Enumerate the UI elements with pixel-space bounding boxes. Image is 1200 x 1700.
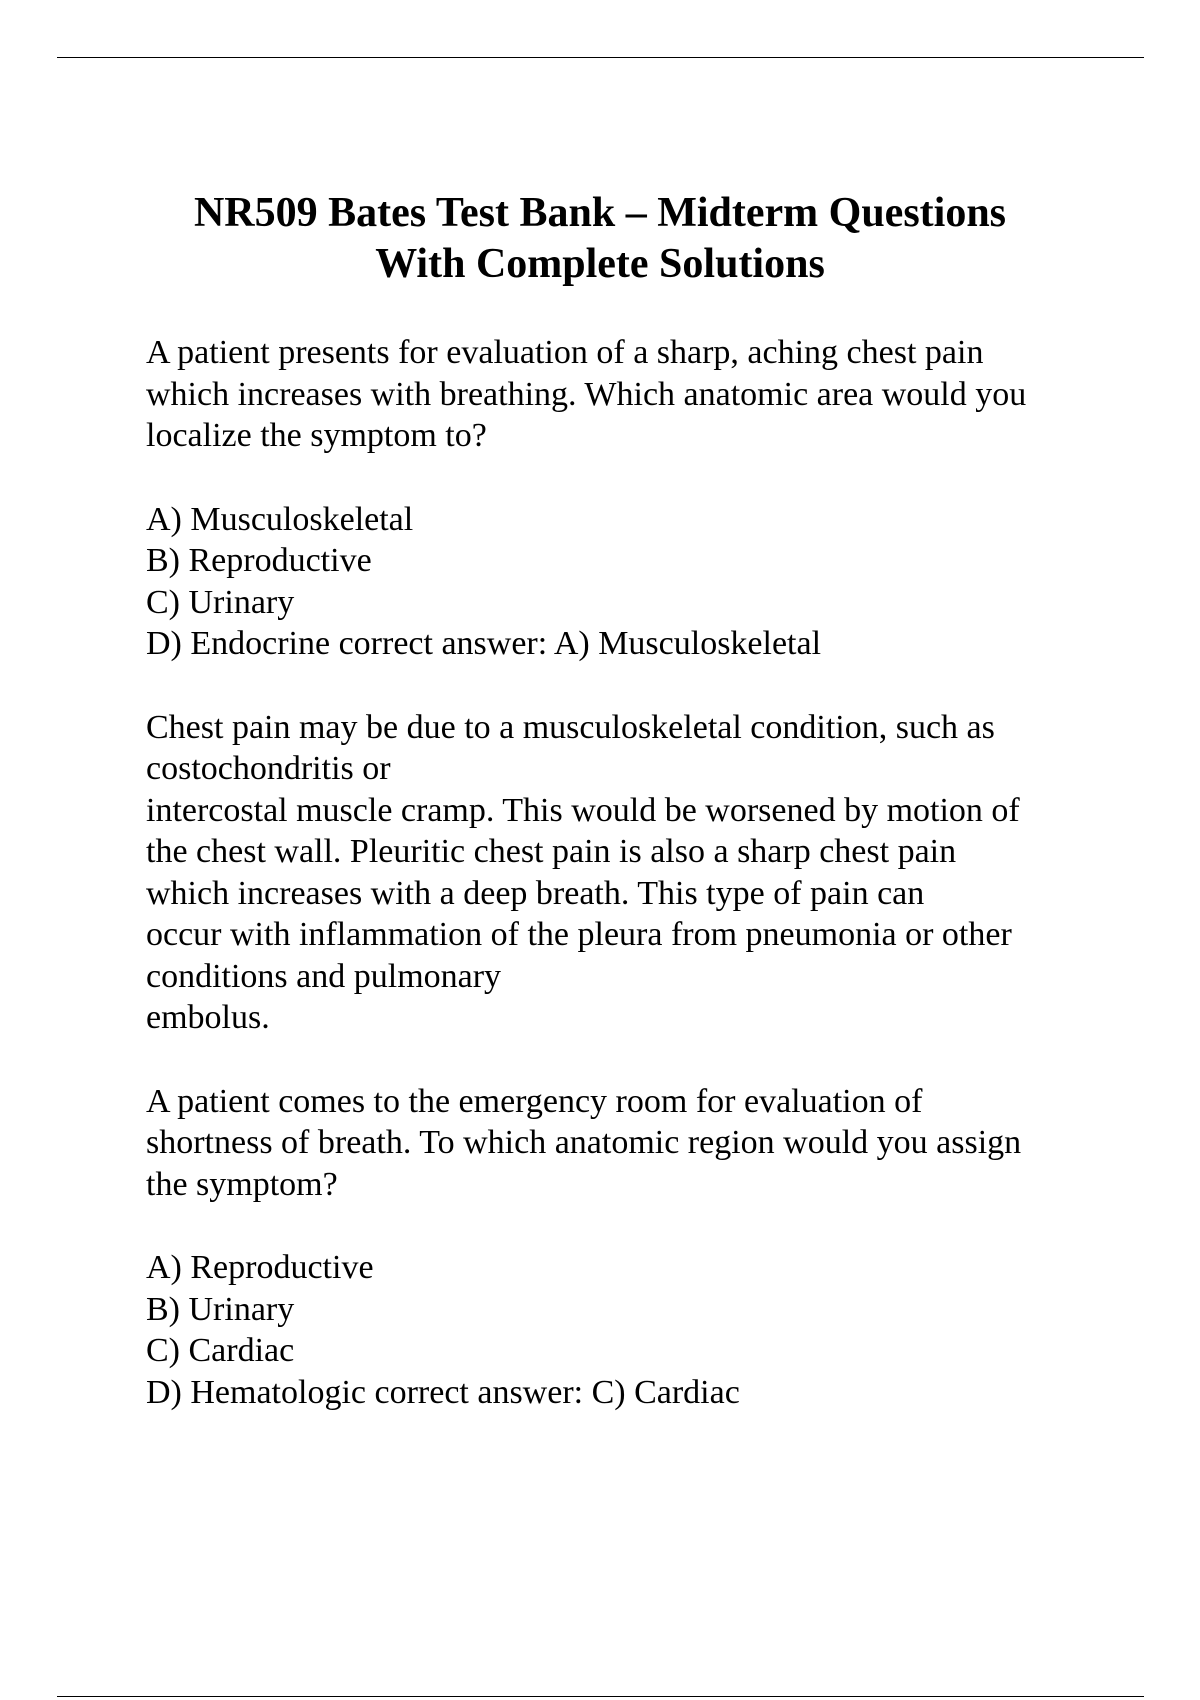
answer-option: A) Musculoskeletal	[146, 500, 414, 538]
answer-option-with-correct-answer: D) Hematologic correct answer: C) Cardiac	[146, 1373, 740, 1411]
answer-option: A) Reproductive	[146, 1249, 374, 1286]
document-title	[0, 188, 1200, 290]
question-text-line: A patient comes to the emergency room for evaluation of	[146, 1082, 923, 1120]
question-1-options	[146, 499, 1146, 665]
question-text-line: A patient presents for evaluation of a sharp, aching chest pain	[146, 334, 984, 371]
question-text-line: which increases with breathing. Which anatomic area would you	[146, 375, 1027, 413]
question-text-line: localize the symptom to?	[146, 417, 487, 454]
question-text-line: shortness of breath. To which anatomic region would you assign	[146, 1124, 1022, 1161]
answer-option: B) Urinary	[146, 1290, 295, 1328]
explanation-line: occur with inflammation of the pleura from pneumonia or other	[146, 916, 1012, 953]
question-1	[146, 332, 1146, 457]
answer-option: B) Reproductive	[146, 542, 372, 579]
answer-option: C) Cardiac	[146, 1332, 295, 1369]
explanation-line: conditions and pulmonary	[146, 957, 502, 995]
answer-option-with-correct-answer: D) Endocrine correct answer: A) Musculoskeletal	[146, 625, 822, 662]
explanation-line: Chest pain may be due to a musculoskeletal condition, such as	[146, 708, 995, 746]
question-2-options	[146, 1247, 1146, 1413]
document-body	[146, 332, 1146, 1455]
explanation-line: which increases with a deep breath. This type of pain can	[146, 874, 925, 912]
explanation-line: costochondritis or	[146, 750, 391, 787]
explanation-line: intercostal muscle cramp. This would be worsened by motion of	[146, 791, 1020, 829]
explanation-line: embolus.	[146, 999, 270, 1036]
question-2	[146, 1081, 1146, 1206]
question-text-line: the symptom?	[146, 1165, 338, 1203]
answer-option: C) Urinary	[146, 583, 295, 621]
question-1-explanation	[146, 707, 1146, 1039]
title-line: With Complete Solutions	[375, 241, 825, 287]
title-line: NR509 Bates Test Bank – Midterm Questions	[193, 190, 1007, 236]
top-divider	[57, 57, 1144, 58]
explanation-line: the chest wall. Pleuritic chest pain is also a sharp chest pain	[146, 833, 957, 870]
bottom-divider	[57, 1696, 1144, 1697]
